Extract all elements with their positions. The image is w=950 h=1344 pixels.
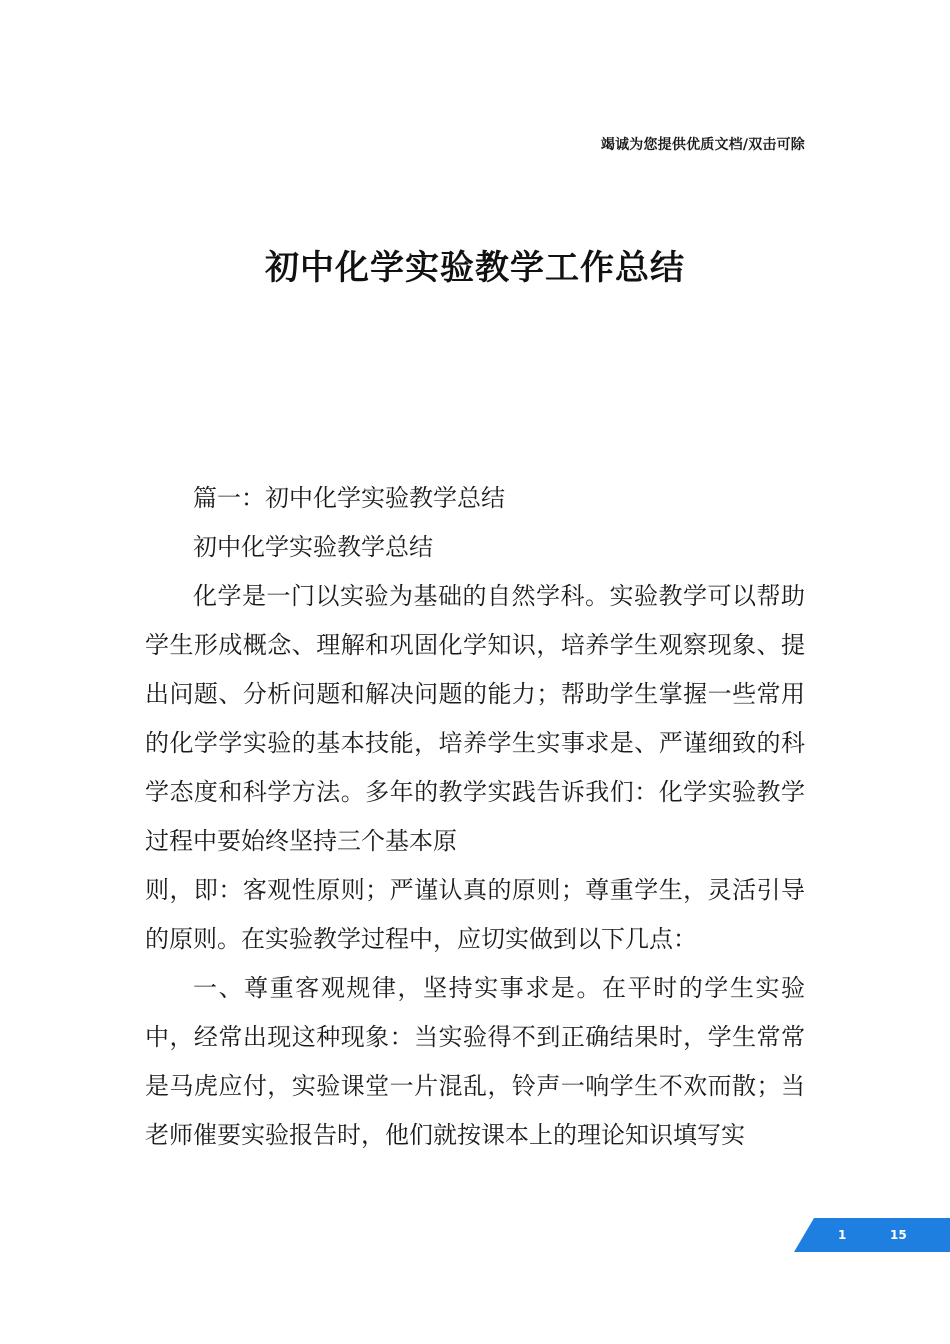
document-body [145,474,805,1160]
page-indicator-shape [794,1218,950,1252]
total-page-count: 15 [890,1228,907,1242]
subtitle-line: 初中化学实验教学总结 [193,533,433,561]
section-heading: 篇一：初中化学实验教学总结 [193,484,505,512]
header-note: 竭诚为您提供优质文档/双击可除 [600,137,805,153]
page-indicator [794,1218,950,1252]
paragraph-point-one: 一、尊重客观规律，坚持实事求是。在平时的学生实验中，经常出现这种现象：当实验得不到正确结果时，学生常常是马虎应付，实验课堂一片混乱，铃声一响学生不欢而散；当老师催要实验报告时，他们就按课本上的理论知识填写实 [145,974,805,1149]
current-page-number: 1 [838,1228,847,1242]
document-title: 初中化学实验教学工作总结 [265,248,685,288]
paragraph-intro: 化学是一门以实验为基础的自然学科。实验教学可以帮助学生形成概念、理解和巩固化学知识，培养学生观察现象、提出问题、分析问题和解决问题的能力；帮助学生掌握一些常用的化学学实验的基本技能，培养学生实事求是、严谨细致的科学态度和科学方法。多年的教学实践告诉我们：化学实验教学过程中要始终坚持三个基本原 [145,582,805,855]
paragraph-principles: 则，即：客观性原则；严谨认真的原则；尊重学生，灵活引导的原则。在实验教学过程中，应切实做到以下几点： [145,876,805,953]
